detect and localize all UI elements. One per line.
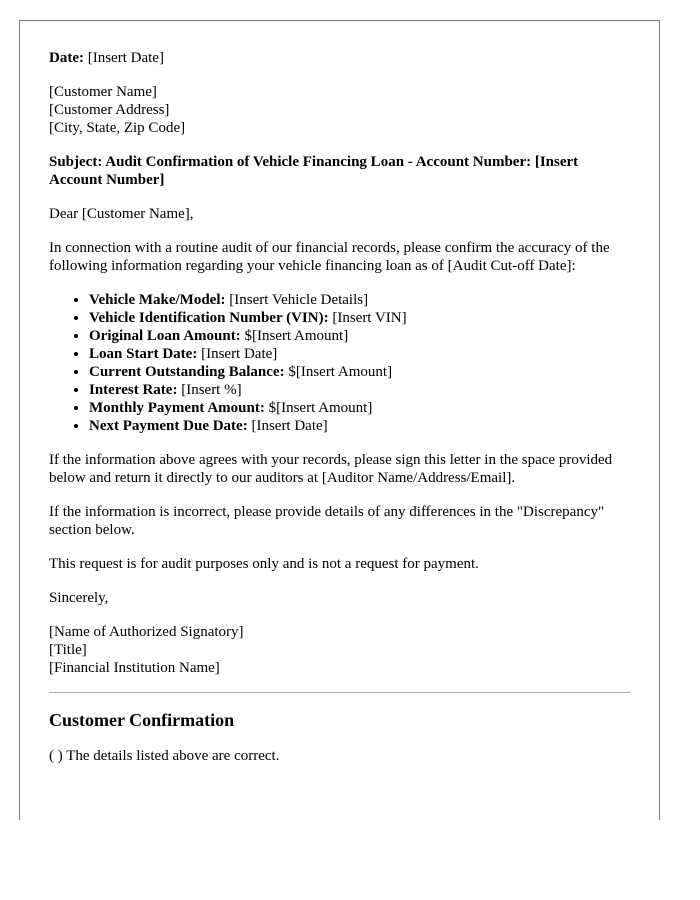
detail-label: Current Outstanding Balance: [89,364,285,380]
recipient-street: [Customer Address] [49,102,170,118]
recipient-city: [City, State, Zip Code] [49,120,186,136]
closing: Sincerely, [49,590,109,606]
detail-value: $[Insert Amount] [240,328,349,344]
letter-page [19,20,660,820]
list-item [89,399,630,417]
subject-line: Subject: Audit Confirmation of Vehicle Financing Loan - Account Number: [Insert Account Number] [49,154,579,188]
detail-label: Interest Rate: [89,382,178,398]
signatory-name: [Name of Authorized Signatory] [49,624,244,640]
date-label: Date: [49,50,84,66]
date-line [49,49,630,67]
recipient-name: [Customer Name] [49,84,157,100]
purpose-paragraph: This request is for audit purposes only and is not a request for payment. [49,556,479,572]
detail-label: Loan Start Date: [89,346,198,362]
list-item [89,291,630,309]
signatory-title: [Title] [49,642,87,658]
detail-label: Vehicle Make/Model: [89,292,226,308]
salutation: Dear [Customer Name], [49,206,194,222]
confirmation-heading: Customer Confirmation [49,710,235,730]
list-item [89,309,630,327]
detail-label: Monthly Payment Amount: [89,400,265,416]
incorrect-paragraph: If the information is incorrect, please provide details of any differences in the "Discrepancy" section below. [49,504,605,538]
detail-value: $[Insert Amount] [284,364,393,380]
detail-label: Original Loan Amount: [89,328,241,344]
detail-value: [Insert VIN] [328,310,407,326]
confirm-correct-option[interactable]: ( ) The details listed above are correct. [49,748,280,764]
date-value: [Insert Date] [83,50,164,66]
detail-label: Vehicle Identification Number (VIN): [89,310,329,326]
list-item [89,381,630,399]
detail-label: Next Payment Due Date: [89,418,248,434]
detail-value: [Insert Date] [247,418,328,434]
recipient-address [49,83,630,137]
detail-value: $[Insert Amount] [264,400,373,416]
list-item [89,345,630,363]
list-item [89,363,630,381]
signatory-institution: [Financial Institution Name] [49,660,220,676]
intro-paragraph: In connection with a routine audit of our financial records, please confirm the accuracy of the following information regarding your vehicle financing loan as of [Audit Cut-off Date]: [49,240,610,274]
list-item [89,417,630,435]
detail-value: [Insert Date] [197,346,278,362]
detail-value: [Insert %] [177,382,242,398]
list-item [89,327,630,345]
loan-details-list [49,291,630,435]
agree-paragraph: If the information above agrees with your records, please sign this letter in the space provided below and return it directly to our auditors at [Auditor Name/Address/Email]. [49,452,613,486]
signature-block [49,623,630,677]
detail-value: [Insert Vehicle Details] [225,292,369,308]
section-divider [49,692,630,693]
